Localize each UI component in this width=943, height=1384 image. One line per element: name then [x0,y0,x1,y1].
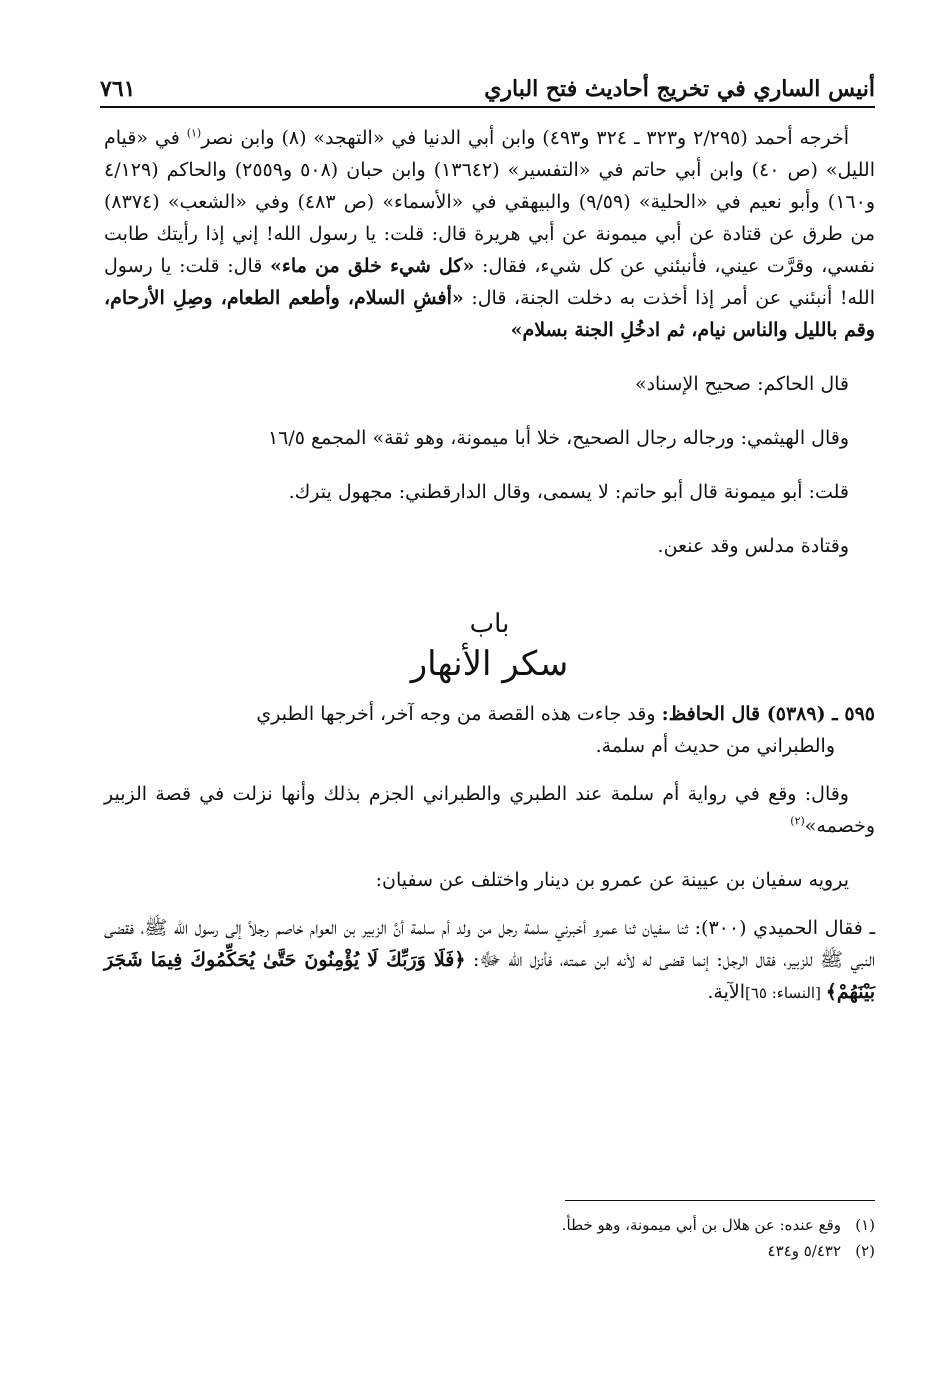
running-header [100,62,875,108]
para1-text-b: في «قيام الليل» (ص ٤٠) وابن أبي حاتم في «التفسير» (١٣٦٤٢) وابن حبان (٥٠٨ و٢٥٥٩) والحاكم (٤/١٢٩ و١٦٠) وأبو نعيم في «الحلية» (٩/٥٩) والبيهقي في «الأسماء» (ص ٤٨٣) وفي «الشعب» (٨٣٧٤) من طرق عن قتادة عن أبي ميمونة عن أبي هريرة قال: قلت: يا رسول الله! إني إذا رأيتك طابت نفسي، وقرَّت عيني، فأنبئني عن كل شيء، فقال: [104,127,876,277]
footnote-mark-2: (٢) [855,1242,875,1260]
chapter-heading [104,606,875,686]
footnote-text-2: ٥/٤٣٢ و٤٣٤ [767,1242,841,1260]
header-title: أنيس الساري في تخريج أحاديث فتح الباري [484,76,875,102]
page-body [104,122,875,1009]
footnote-2 [104,1238,875,1264]
hadith-number: ٥٩٥ ـ (٥٣٨٩) قال الحافظ: [661,703,875,725]
paragraph-waqal [104,778,875,842]
paragraph-humaydi [104,912,875,1009]
paragraph-hadith-595-cont: والطبراني من حديث أم سلمة. [595,735,835,757]
footnotes [104,1212,875,1264]
footnote-mark-1: (١) [855,1216,875,1234]
para9-text-b: الآية. [707,981,745,1003]
paragraph-hakim: قال الحاكم: صحيح الإسناد» [634,373,849,395]
para1-text-a: أخرجه أحمد (٢/٢٩٥ و٣٢٣ ـ ٣٢٤ و٤٩٣) وابن أبي الدنيا في «التهجد» (٨) وابن نصر [201,127,849,149]
page-number: ٧٦١ [100,76,136,102]
para7-text: وقال: وقع في رواية أم سلمة عند الطبري والطبراني الجزم بذلك وأنها نزلت في قصة الزبير وخصمه» [104,783,875,837]
paragraph-hadith-595 [104,698,875,730]
chapter-title: سكر الأنهار [410,644,569,684]
footnote-text-1: وقع عنده: عن هلال بن أبي ميمونة، وهو خطأ. [561,1216,841,1234]
para1-hadith-2: «أفشِ السلام، وأطعم الطعام، وصِلِ الأرحام، وقم بالليل والناس نيام، ثم ادخُلِ الجنة بسلام» [104,287,875,341]
footnote-ref-1: (١) [186,126,202,140]
paragraph-qatada: وقتادة مدلس وقد عنعن. [657,535,849,557]
footnote-divider [565,1200,875,1201]
verse-reference: [النساء: ٦٥] [745,984,826,1002]
para1-text-d: قال: قلت: يا رسول الله! أنبئني عن أمر إذا أخذت به دخلت الجنة، قال: [104,255,875,309]
para6-text-b: وقد جاءت هذه القصة من وجه آخر، أخرجها الطبري [256,703,662,725]
para9-text-a: ـ فقال الحميدي (٣٠٠): ثنا سفيان ثنا عمرو أخبرني سلمة رجل من ولد أم سلمة أنَّ الزبير بن العوام خاصم رجلاً إلى رسول الله ﷺ، فقضى النبي ﷺ للزبير، فقال الرجل: إنما قضى له لأنه ابن عمته، فأنزل الله ﷻ: [104,917,876,971]
paragraph-haythami: وقال الهيثمي: ورجاله رجال الصحيح، خلا أبا ميمونة، وهو ثقة» المجمع ١٦/٥ [267,427,849,449]
para1-hadith-1: «كل شيء خلق من ماء» [270,255,475,277]
paragraph-qultu: قلت: أبو ميمونة قال أبو حاتم: لا يسمى، وقال الدارقطني: مجهول يترك. [288,481,849,503]
footnote-1 [104,1212,875,1238]
chapter-label: باب [469,609,510,639]
quran-verse: ﴿فَلَا وَرَبِّكَ لَا يُؤْمِنُونَ حَتَّىٰ يُحَكِّمُوكَ فِيمَا شَجَرَ بَيْنَهُمْ﴾ [104,949,875,1003]
paragraph-yarwihi: يرويه سفيان بن عيينة عن عمرو بن دينار واختلف عن سفيان: [375,869,849,891]
paragraph-takhrij [104,122,875,346]
footnote-ref-2: (٢) [790,814,805,828]
